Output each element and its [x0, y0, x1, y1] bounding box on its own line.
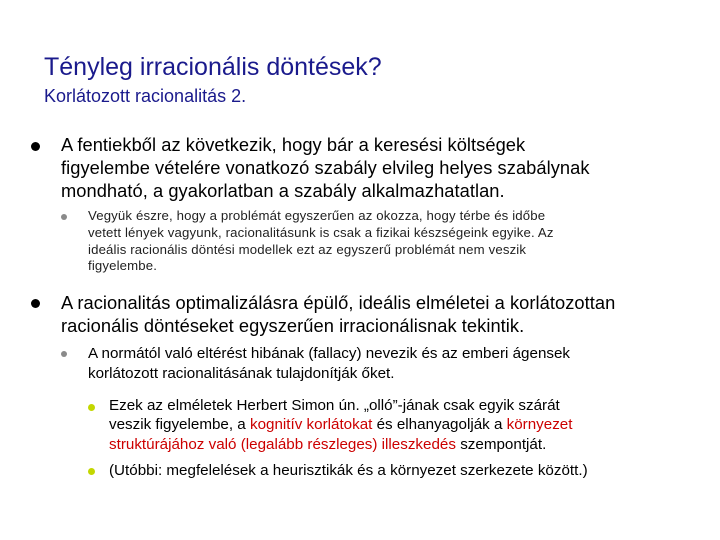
bullet-line [109, 435, 572, 454]
bullet-line: Vegyük észre, hogy a problémát egyszerűen az okozza, hogy térbe és időbe [88, 208, 546, 223]
bullet-level1-text [61, 133, 590, 202]
bullet-dot-level3 [88, 468, 95, 475]
bullet-dot-level1 [31, 299, 40, 308]
bullet-level2-text [88, 344, 570, 383]
text-run: szempontját. [455, 435, 547, 453]
bullet-dot-level2 [61, 214, 67, 220]
slide-title: Tényleg irracionális döntések? [44, 53, 382, 81]
text-run: veszik figyelembe, a [109, 416, 250, 434]
bullet-dot-level1 [31, 142, 40, 151]
bullet-line: vetett lények vagyunk, racionalitásunk is csak a fizikai készségeink egyike. Az [88, 224, 554, 240]
bullet-line [109, 415, 572, 434]
bullet-line: A normától való eltérést hibának (fallacy) nevezik és az emberi ágensek [88, 345, 571, 362]
bullet-level3-text [109, 461, 588, 480]
bullet-line: (Utóbbi: megfelelések a heurisztikák és a környezet szerkezete között.) [109, 462, 588, 479]
bullet-line: figyelembe. [88, 258, 158, 274]
highlight-cognitive-limits: kognitív korlátokat [249, 416, 373, 434]
bullet-line: racionális döntéseket egyszerűen irracionálisnak tekintik. [61, 315, 525, 336]
highlight-environment: környezet [506, 416, 573, 434]
slide-subtitle: Korlátozott racionalitás 2. [44, 86, 247, 106]
bullet-level1-text [61, 291, 615, 337]
bullet-line: A fentiekből az következik, hogy bár a keresési költségek [61, 134, 526, 155]
bullet-line: A racionalitás optimalizálásra épülő, ideális elméletei a korlátozottan [61, 292, 616, 313]
bullet-line: figyelembe vételére vonatkozó szabály elvileg helyes szabálynak [61, 157, 590, 178]
highlight-environment-structure: struktúrájához való (legalább részleges) illeszkedés [109, 435, 456, 453]
bullet-line: korlátozott racionalitásának tulajdonítják őket. [88, 364, 395, 382]
bullet-line: Ezek az elméletek Herbert Simon ún. „olló”-jának csak egyik szárát [109, 397, 560, 414]
bullet-level2-text [88, 208, 554, 275]
bullet-line: mondható, a gyakorlatban a szabály alkalmazhatatlan. [61, 180, 505, 201]
bullet-line: ideális racionális döntési modellek ezt az egyszerű problémát nem veszik [88, 241, 527, 257]
bullet-dot-level2 [61, 351, 67, 357]
bullet-dot-level3 [88, 404, 95, 411]
text-run: és elhanyagolják a [372, 416, 507, 434]
bullet-level3-text [109, 396, 572, 454]
